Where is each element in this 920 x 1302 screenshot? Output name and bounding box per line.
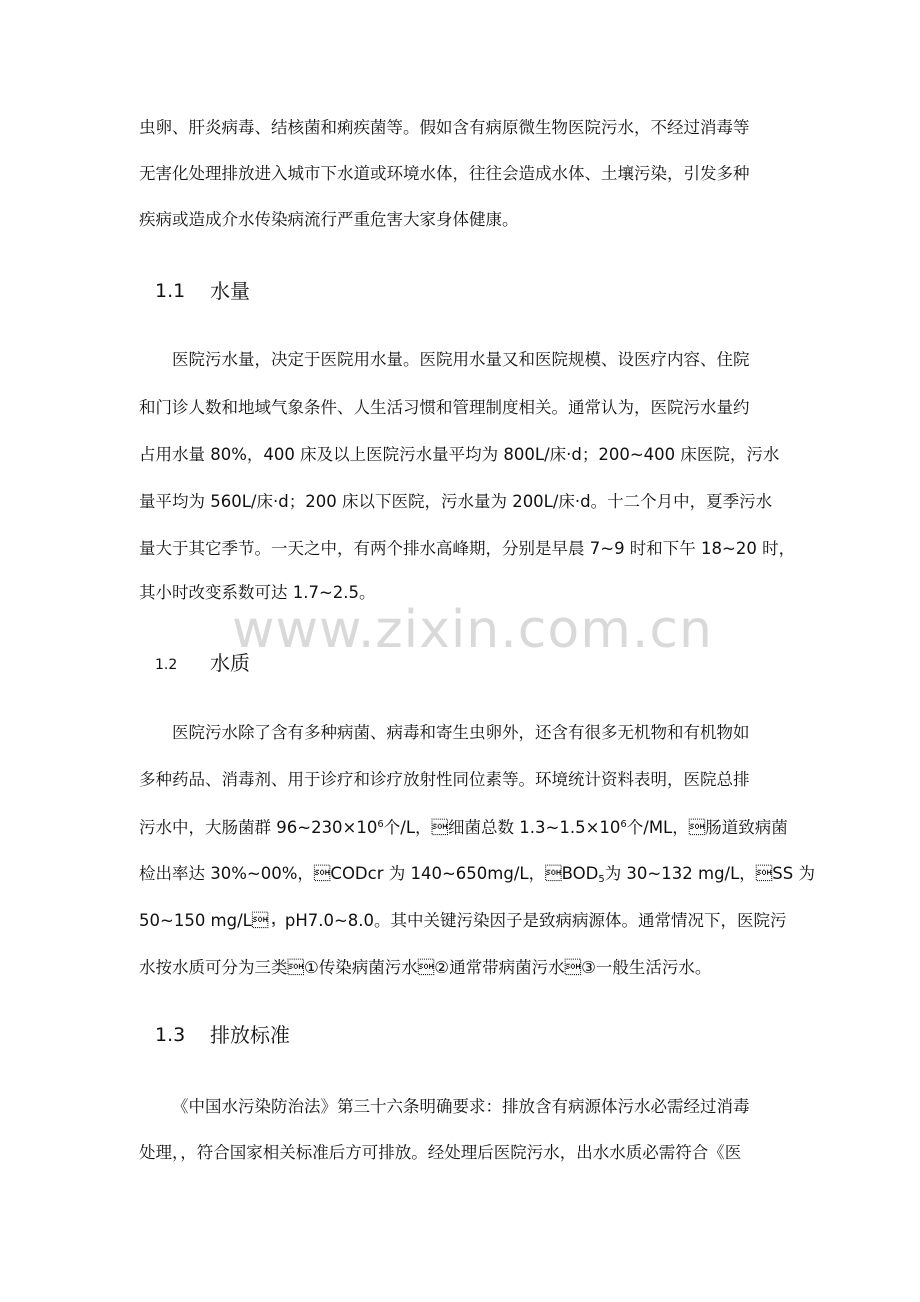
text-run: 污水中，大肠菌群 96~230×10	[139, 818, 378, 837]
section-number: 1.1	[155, 280, 186, 302]
watermark: www.zixin.com.cn	[232, 600, 713, 660]
section-title: 水量	[210, 279, 250, 303]
text-run: 个/L，细菌总数 1.3~1.5×10	[383, 818, 621, 837]
text-run: 个/ML，肠道致病菌	[626, 818, 788, 837]
paragraph-line: 量平均为 560L/床·d；200 床以下医院，污水量为 200L/床·d。十二个月中，夏季污水	[139, 492, 773, 511]
paragraph-line: 虫卵、肝炎病毒、结核菌和痢疾菌等。假如含有病原微生物医院污水，不经过消毒等	[139, 118, 750, 137]
paragraph-line: 和门诊人数和地域气象条件、人生活习惯和管理制度相关。通常认为，医院污水量约	[139, 398, 750, 417]
paragraph-line: 多种药品、消毒剂、用于诊疗和诊疗放射性同位素等。环境统计资料表明，医院总排	[139, 770, 750, 789]
subscript: 5	[598, 874, 605, 885]
section-title: 水质	[210, 651, 250, 675]
text-run: 为 30~132 mg/L，SS 为	[604, 864, 815, 883]
paragraph-line: 医院污水量，决定于医院用水量。医院用水量又和医院规模、设医疗内容、住院	[172, 350, 750, 369]
paragraph-line	[139, 817, 788, 839]
paragraph-line: 50~150 mg/L，pH7.0~8.0。其中关键污染因子是致病病源体。通常情况下，医院污	[139, 911, 787, 930]
superscript: 6	[620, 819, 627, 830]
paragraph-line: 疾病或造成介水传染病流行严重危害大家身体健康。	[139, 210, 519, 229]
paragraph-line: 其小时改变系数可达 1.7~2.5。	[139, 583, 376, 602]
section-title: 排放标准	[210, 1023, 290, 1047]
paragraph-line: 《中国水污染防治法》第三十六条明确要求：排放含有病源体污水必需经过消毒	[172, 1097, 750, 1116]
paragraph-line: 无害化处理排放进入城市下水道或环境水体，往往会造成水体、土壤污染，引发多种	[139, 164, 750, 183]
paragraph-line: 医院污水除了含有多种病菌、病毒和寄生虫卵外，还含有很多无机物和有机物如	[172, 723, 750, 742]
paragraph-line: 水按水质可分为三类①传染病菌污水②通常带病菌污水③一般生活污水。	[139, 958, 712, 977]
paragraph-line: 量大于其它季节。一天之中，有两个排水高峰期，分别是早晨 7~9 时和下午 18~20 时，	[139, 539, 796, 558]
section-number: 1.3	[155, 1024, 186, 1046]
paragraph-line: 处理，，符合国家相关标准后方可排放。经处理后医院污水，出水水质必需符合《医	[139, 1143, 742, 1162]
paragraph-line	[139, 863, 815, 885]
paragraph-line: 占用水量 80%，400 床及以上医院污水量平均为 800L/床·d；200~400 床医院，污水	[139, 445, 780, 464]
superscript: 6	[377, 819, 384, 830]
text-run: 检出率达 30%~00%，CODcr 为 140~650mg/L，BOD	[139, 864, 599, 883]
section-number: 1.2	[155, 657, 178, 673]
